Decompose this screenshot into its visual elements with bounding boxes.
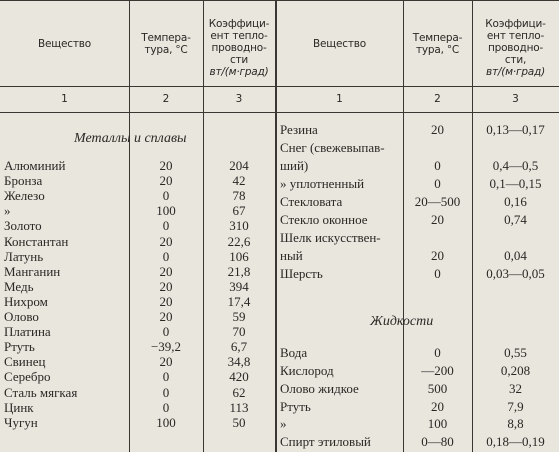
- conductivity-value: 204: [229, 158, 249, 173]
- substance-name: ший): [280, 158, 309, 173]
- temperature-value: 100: [156, 203, 176, 219]
- substance-name: Олово жидкое: [280, 381, 359, 396]
- substance-name: Платина: [4, 324, 51, 340]
- temperature-value: 0: [162, 188, 170, 204]
- temperature-value: 0: [434, 158, 441, 173]
- conductivity-value: 17,4: [227, 293, 251, 309]
- conductivity-value: 394: [229, 278, 249, 294]
- temperature-value: −39,2: [150, 339, 182, 355]
- conductivity-value: 0,208: [500, 363, 531, 378]
- substance-name: Шелк искусствен-: [280, 230, 381, 245]
- header-top-rule: [0, 0, 559, 1]
- substance-name: Вода: [280, 345, 308, 360]
- conductivity-value: 106: [229, 248, 249, 264]
- temperature-value: 0: [162, 369, 170, 385]
- substance-name: »: [4, 203, 11, 219]
- conductivity-value: 59: [232, 309, 246, 324]
- conductivity-value: 310: [229, 218, 249, 234]
- conductivity-value: 0,55: [504, 345, 527, 360]
- temperature-value: 20: [431, 122, 444, 137]
- temperature-value: 20: [159, 293, 173, 309]
- right-temp-header: Темпера- тура, °С: [412, 32, 463, 56]
- conductivity-value: 0,4—0,5: [492, 158, 539, 173]
- substance-name: Стекло оконное: [280, 212, 368, 227]
- temperature-value: 20: [431, 399, 444, 414]
- conductivity-value: 0,04: [504, 248, 527, 263]
- temperature-value: 20: [159, 263, 173, 279]
- temperature-value: 20: [159, 233, 173, 249]
- conductivity-value: 32: [509, 381, 522, 396]
- right-col-number-1: 1: [336, 93, 343, 105]
- temperature-value: 0: [162, 384, 170, 400]
- conductivity-value: 0,1—0,15: [489, 176, 542, 191]
- temperature-value: 20: [431, 248, 444, 263]
- temperature-value: 20: [159, 309, 173, 324]
- right-coef-header: Коэффици- ент тепло- проводно- сти, вт/(м·град): [485, 18, 546, 78]
- left-col-number-1: 1: [61, 93, 68, 105]
- header-bottom-rule: [0, 86, 559, 87]
- left-col-number-3: 3: [235, 93, 243, 105]
- temperature-value: 20: [159, 278, 173, 294]
- substance-name: » уплотненный: [280, 176, 365, 191]
- temperature-value: 20—500: [414, 194, 461, 209]
- temperature-value: 0: [162, 248, 170, 264]
- right-section-title: Жидкости: [370, 314, 434, 329]
- conductivity-value: 7,9: [507, 399, 524, 414]
- conductivity-value: 113: [229, 399, 249, 415]
- substance-name: Цинк: [4, 399, 34, 415]
- temperature-value: —200: [421, 363, 454, 378]
- temperature-value: 0: [434, 345, 441, 360]
- temperature-value: 0: [434, 176, 441, 191]
- temperature-value: 20: [159, 354, 173, 370]
- substance-name: Чугун: [4, 414, 38, 430]
- substance-name: Манганин: [4, 263, 61, 279]
- conductivity-value: 420: [229, 369, 249, 385]
- conductivity-value: 6,7: [230, 339, 248, 355]
- substance-name: Снег (свежевыпав-: [280, 140, 385, 155]
- temperature-value: 20: [159, 173, 173, 189]
- temperature-value: 100: [427, 416, 448, 431]
- conductivity-value: 34,8: [227, 354, 251, 370]
- left-coef-header: Коэффици- ент тепло- проводно- сти вт/(м·град): [208, 18, 270, 78]
- substance-name: Шерсть: [280, 266, 323, 281]
- middle-rule: [275, 0, 277, 452]
- conductivity-value: 67: [232, 203, 246, 219]
- substance-name: Медь: [4, 278, 34, 294]
- substance-name: Спирт этиловый: [280, 434, 371, 449]
- substance-name: Бронза: [4, 173, 43, 189]
- substance-name: Константан: [4, 233, 69, 249]
- substance-name: Стекловата: [280, 194, 343, 209]
- substance-name: ный: [280, 248, 303, 263]
- conductivity-value: 62: [232, 384, 246, 400]
- conductivity-value: 0,16: [504, 194, 527, 209]
- left-substance-header: Вещество: [38, 38, 91, 50]
- temperature-value: 20: [431, 212, 444, 227]
- substance-name: Золото: [4, 218, 42, 234]
- conductivity-value: 70: [232, 324, 246, 340]
- temperature-value: 20: [159, 158, 173, 173]
- right-col-number-2: 2: [434, 93, 441, 105]
- temperature-value: 0: [434, 266, 441, 281]
- right-col-number-3: 3: [512, 93, 519, 105]
- temperature-value: 0: [162, 218, 170, 234]
- conductivity-value: 42: [232, 173, 246, 189]
- right-substance-header: Вещество: [313, 38, 366, 50]
- conductivity-value: 8,8: [507, 416, 524, 431]
- substance-name: Алюминий: [4, 158, 66, 173]
- substance-name: Свинец: [4, 354, 46, 370]
- conductivity-value: 50: [232, 414, 246, 430]
- conductivity-value: 78: [232, 188, 246, 204]
- left-temp-header: Темпера- тура, °С: [141, 32, 191, 56]
- substance-name: Нихром: [4, 293, 48, 309]
- conductivity-value: 0,18—0,19: [486, 434, 545, 449]
- substance-name: Сталь мягкая: [4, 384, 78, 400]
- substance-name: Олово: [4, 309, 39, 324]
- col-numbers-rule: [0, 112, 559, 113]
- substance-name: Ртуть: [4, 339, 35, 355]
- temperature-value: 0—80: [421, 434, 454, 449]
- temperature-value: 100: [156, 414, 176, 430]
- temperature-value: 500: [427, 381, 448, 396]
- conductivity-value: 0,13—0,17: [486, 122, 545, 137]
- temperature-value: 0: [162, 399, 170, 415]
- substance-name: Серебро: [4, 369, 51, 385]
- substance-name: Резина: [280, 122, 318, 137]
- substance-name: Латунь: [4, 248, 44, 264]
- temperature-value: 0: [162, 324, 170, 340]
- substance-name: »: [280, 416, 287, 431]
- substance-name: Ртуть: [280, 399, 311, 414]
- conductivity-value: 21,8: [227, 263, 251, 279]
- substance-name: Кислород: [280, 363, 334, 378]
- conductivity-value: 0,03—0,05: [486, 266, 545, 281]
- substance-name: Железо: [4, 188, 45, 204]
- conductivity-value: 22,6: [227, 233, 251, 249]
- left-col-number-2: 2: [162, 93, 170, 105]
- left-section-title: Металлы и сплавы: [74, 131, 187, 146]
- conductivity-value: 0,74: [504, 212, 527, 227]
